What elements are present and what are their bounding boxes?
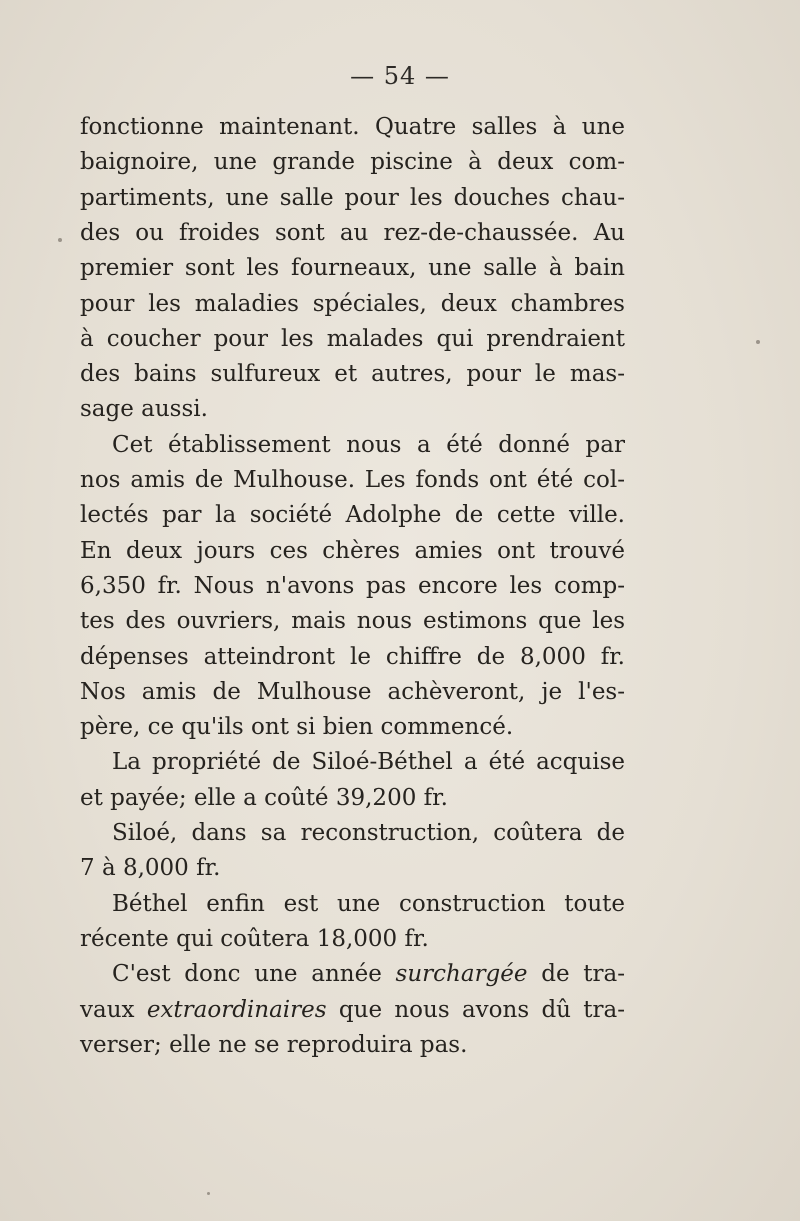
text-segment: des bains sulfureux et autres, pour le mas- (80, 361, 625, 388)
italic-emphasis: surchargée (395, 961, 528, 988)
text-line (80, 1028, 625, 1063)
text-segment: des ou froides sont au rez-de-chaussée. Au (80, 219, 625, 246)
text-line (80, 851, 625, 886)
page-number: — 54 — (350, 62, 450, 90)
text-line (80, 887, 625, 922)
text-segment: père, ce qu'ils ont si bien commencé. (80, 714, 514, 741)
text-line (80, 498, 625, 533)
text-line (80, 816, 625, 851)
text-line (80, 993, 625, 1028)
text-segment: La propriété de Siloé-Béthel a été acquise (112, 749, 625, 776)
text-segment: récente qui coûtera 18,000 fr. (80, 925, 429, 952)
text-line (80, 322, 625, 357)
text-line (80, 392, 625, 427)
text-segment: verser; elle ne se reproduira pas. (80, 1031, 468, 1058)
text-segment: à coucher pour les malades qui prendraient (80, 325, 625, 352)
text-line (80, 604, 625, 639)
text-line (80, 216, 625, 251)
text-segment: Nos amis de Mulhouse achèveront, je l'es- (80, 678, 625, 705)
text-line (80, 145, 625, 180)
text-line (80, 463, 625, 498)
text-segment: premier sont les fourneaux, une salle à bain (80, 255, 625, 282)
text-segment: Cet établissement nous a été donné par (112, 431, 625, 458)
text-segment: et payée; elle a coûté 39,200 fr. (80, 784, 448, 811)
text-segment: En deux jours ces chères amies ont trouvé (80, 537, 625, 564)
text-segment: nos amis de Mulhouse. Les fonds ont été col- (80, 467, 625, 493)
text-line (80, 181, 625, 216)
text-line (80, 357, 625, 392)
text-line (80, 534, 625, 569)
text-segment: 7 à 8,000 fr. (80, 855, 221, 882)
text-segment: de tra- (541, 961, 626, 988)
text-line (80, 781, 625, 816)
text-segment: Siloé, dans sa reconstruction, coûtera de (112, 820, 625, 846)
text-line (80, 569, 625, 604)
text-segment: baignoire, une grande piscine à deux com- (80, 149, 625, 176)
italic-emphasis: extraordinaires (146, 996, 327, 1023)
text-segment: C'est donc une année (112, 961, 382, 988)
text-segment: partiments, une salle pour les douches chau- (80, 184, 625, 211)
paper-speck (58, 238, 62, 242)
paper-speck (756, 340, 760, 344)
text-line (80, 640, 625, 675)
text-segment: sage aussi. (80, 396, 208, 423)
text-segment: dépenses atteindront le chiffre de 8,000 fr. (80, 643, 625, 670)
text-segment: vaux (80, 996, 135, 1023)
text-line (80, 287, 625, 322)
text-line (80, 745, 625, 780)
text-line (80, 110, 625, 145)
text-segment: pour les maladies spéciales, deux chambres (80, 290, 625, 317)
paper-speck (207, 1192, 210, 1195)
text-line (80, 251, 625, 286)
text-segment: Béthel enfin est une construction toute (112, 890, 625, 917)
text-segment: fonctionne maintenant. Quatre salles à une (80, 114, 625, 140)
text-line (80, 922, 625, 957)
text-segment: que nous avons dû tra- (338, 996, 626, 1023)
text-line (80, 710, 625, 745)
text-segment: tes des ouvriers, mais nous estimons que les (80, 608, 625, 635)
text-segment: lectés par la société Adolphe de cette ville. (80, 502, 625, 529)
text-segment: 6,350 fr. Nous n'avons pas encore les comp- (80, 572, 625, 599)
text-line (80, 428, 625, 463)
text-line (80, 675, 625, 710)
text-line (80, 957, 625, 992)
